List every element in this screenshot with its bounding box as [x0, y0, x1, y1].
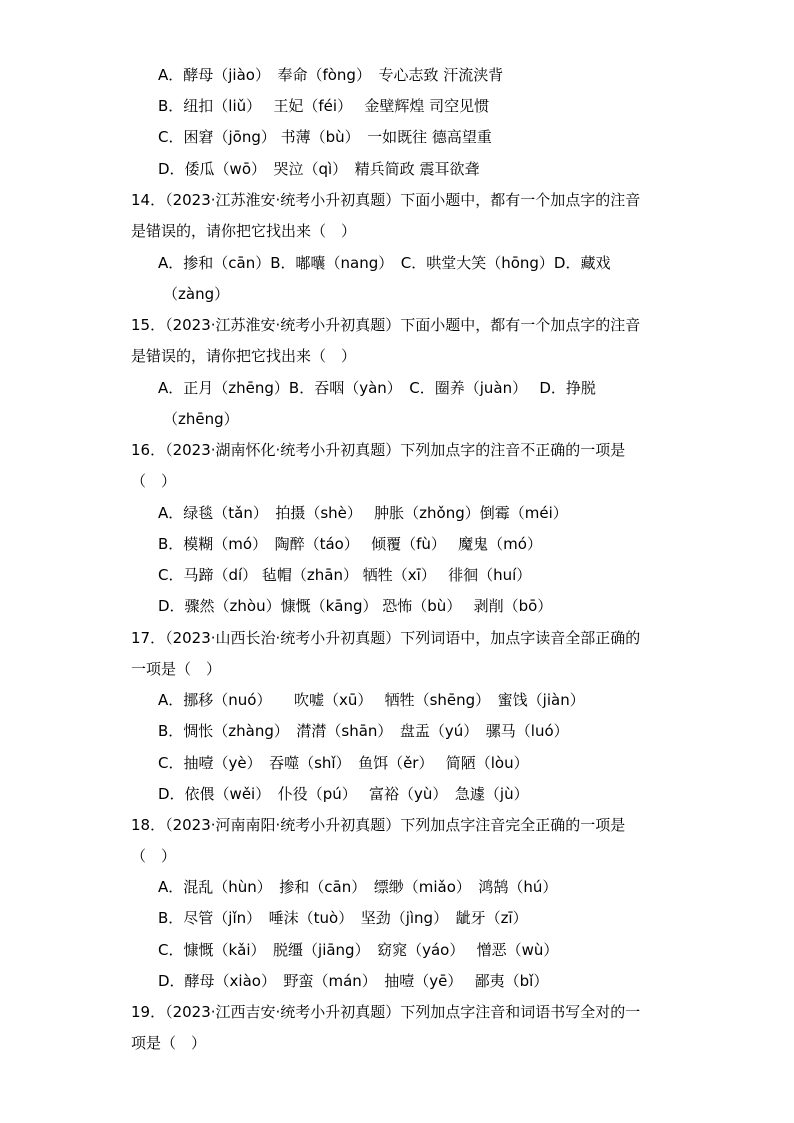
text-line: 是错误的，请你把它找出来（ ）: [131, 222, 357, 240]
answer-option: D．骤然（zhòu）慷慨（kāng） 恐怖（bù） 剥削（bō）: [158, 597, 553, 615]
question-heading: 15．（2023·江苏淮安·统考小升初真题）下面小题中，都有一个加点字的注音: [131, 316, 641, 334]
answer-option: B．惆怅（zhàng） 潸潸（shān） 盘盂（yú） 骡马（luó）: [158, 722, 569, 740]
question-heading: 18．（2023·河南南阳·统考小升初真题）下列加点字注音完全正确的一项是: [131, 816, 626, 834]
answer-option: C．抽噎（yè） 吞噬（shǐ） 鱼饵（ěr） 简陋（lòu）: [158, 754, 529, 772]
answer-option: B．模糊（mó） 陶醉（táo） 倾覆（fù） 魔鬼（mó）: [158, 535, 542, 553]
answer-option: B．尽管（jǐn） 唾沫（tuò） 坚劲（jìng） 龇牙（zī）: [158, 909, 528, 927]
answer-option: D．倭瓜（wō） 哭泣（qì） 精兵简政 震耳欲聋: [158, 160, 480, 178]
answer-option: A．掺和（cān）B．嘟囔（nang） C．哄堂大笑（hōng）D．藏戏: [158, 254, 611, 272]
text-line: （ ）: [131, 847, 177, 865]
text-line: 是错误的，请你把它找出来（ ）: [131, 347, 357, 365]
question-heading: 14．（2023·江苏淮安·统考小升初真题）下面小题中，都有一个加点字的注音: [131, 191, 641, 209]
question-heading: 19．（2023·江西吉安·统考小升初真题）下列加点字注音和词语书写全对的一: [131, 1003, 641, 1021]
answer-option: A．酵母（jiào） 奉命（fòng） 专心志致 汗流浃背: [158, 66, 504, 84]
answer-option: A．挪移（nuó） 吹嘘（xū） 牺牲（shēng） 蜜饯（jiàn）: [158, 691, 585, 709]
answer-option: D．依偎（wěi） 仆役（pú） 富裕（yù） 急遽（jù）: [158, 785, 529, 803]
answer-option: A．绿毯（tǎn） 拍摄（shè） 肿胀（zhǒng）倒霉（méi）: [158, 504, 568, 522]
text-line: （zàng）: [163, 285, 230, 303]
answer-option: A．混乱（hùn） 掺和（cān） 缥缈（miǎo） 鸿鹄（hú）: [158, 878, 558, 896]
text-line: 一项是（ ）: [131, 660, 222, 678]
question-heading: 16．（2023·湖南怀化·统考小升初真题）下列加点字的注音不正确的一项是: [131, 441, 626, 459]
text-line: （ ）: [131, 472, 177, 490]
text-line: （zhēng）: [163, 410, 239, 428]
answer-option: B．纽扣（liǔ） 王妃（féi） 金壁辉煌 司空见惯: [158, 97, 490, 115]
question-heading: 17．（2023·山西长治·统考小升初真题）下列词语中，加点字读音全部正确的: [131, 629, 641, 647]
answer-option: C．慷慨（kǎi） 脱缰（jiāng） 窈窕（yáo） 憎恶（wù）: [158, 941, 559, 959]
text-line: 项是（ ）: [131, 1034, 207, 1052]
answer-option: C．困窘（jōng） 书薄（bù） 一如既往 德高望重: [158, 128, 492, 146]
answer-option: D．酵母（xiào） 野蛮（mán） 抽噎（yē） 鄙夷（bǐ）: [158, 972, 549, 990]
answer-option: C．马蹄（dí） 毡帽（zhān） 牺牲（xī） 徘徊（huí）: [158, 566, 532, 584]
answer-option: A．正月（zhēng）B．吞咽（yàn） C．圈养（juàn） D．挣脱: [158, 379, 596, 397]
